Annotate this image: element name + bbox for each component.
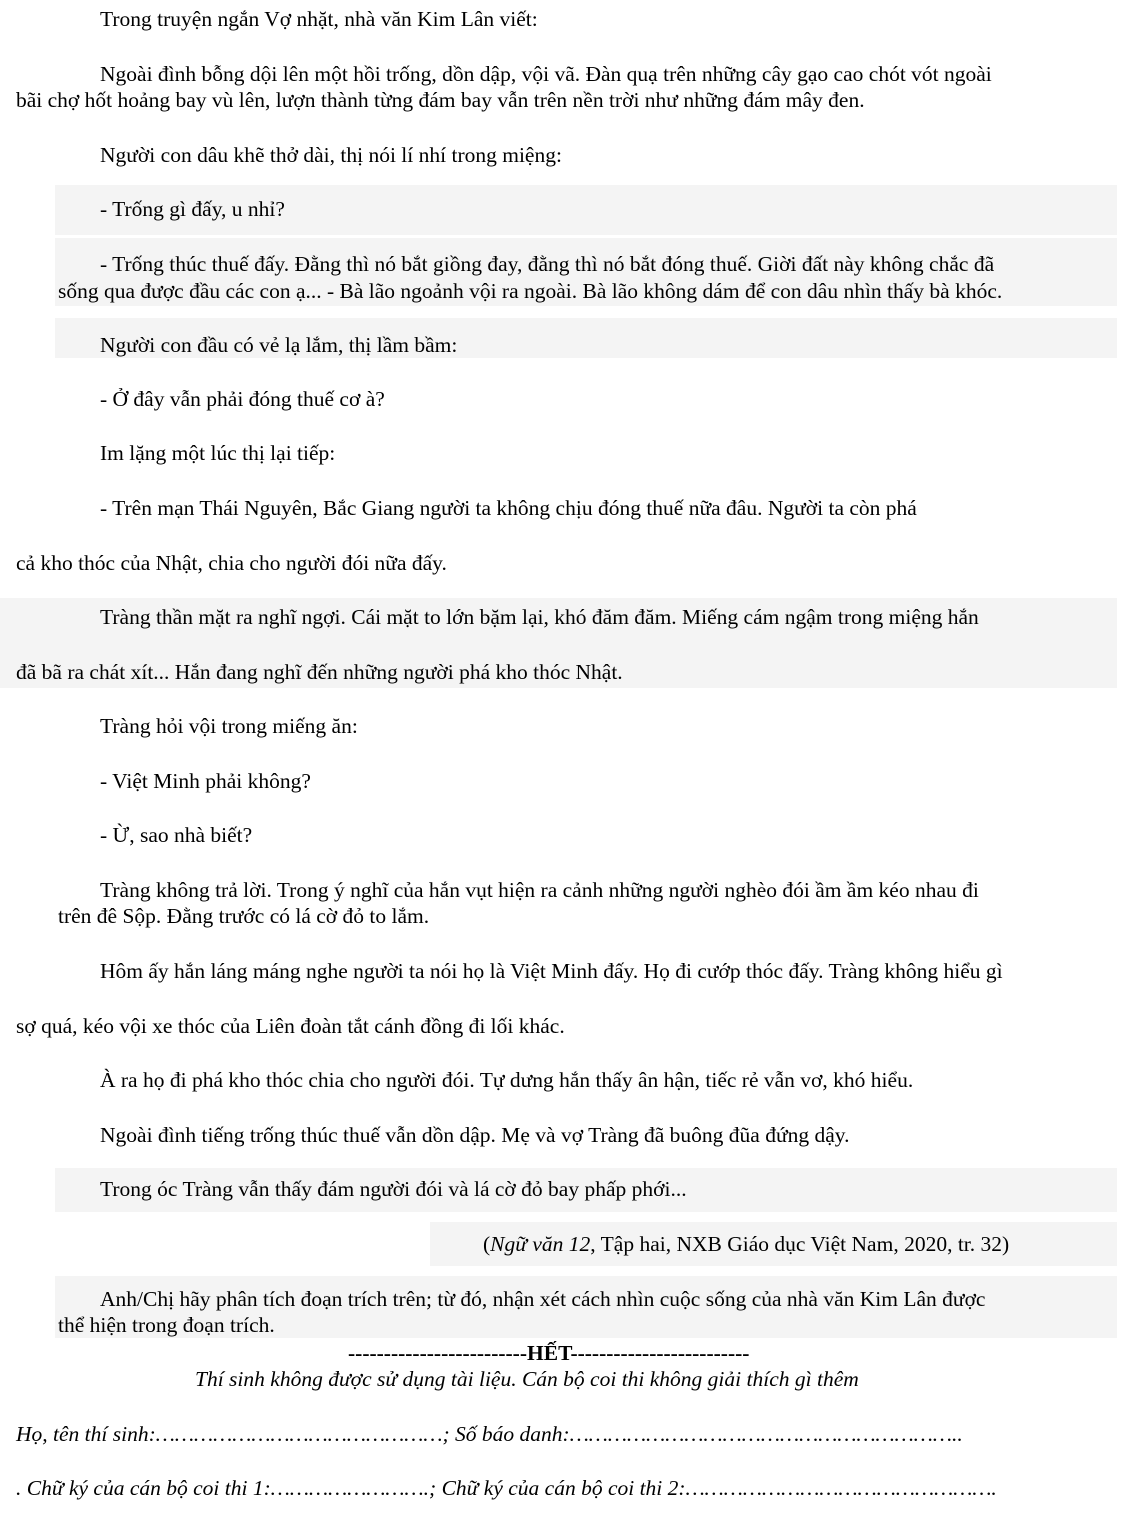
dialogue-line: - Việt Minh phải không?	[100, 769, 311, 793]
paragraph-line: À ra họ đi phá kho thóc chia cho người đói. Tự dưng hắn thấy ân hận, tiếc rẻ vẫn vơ, khó hiểu.	[100, 1068, 914, 1092]
paragraph-line: trên đê Sộp. Đằng trước có lá cờ đỏ to lắm.	[58, 904, 430, 928]
question-line: Anh/Chị hãy phân tích đoạn trích trên; từ đó, nhận xét cách nhìn cuộc sống của nhà văn Kim Lân được	[100, 1287, 986, 1311]
question-line: thể hiện trong đoạn trích.	[58, 1313, 275, 1337]
dialogue-line: - Ừ, sao nhà biết?	[100, 823, 253, 847]
source-book: Ngữ văn 12	[490, 1232, 591, 1256]
source-rest: , Tập hai, NXB Giáo dục Việt Nam, 2020, tr. 32)	[590, 1232, 1010, 1256]
dialogue-line: - Ở đây vẫn phải đóng thuế cơ à?	[100, 387, 385, 411]
paragraph-line: Tràng hỏi vội trong miếng ăn:	[100, 714, 358, 738]
end-word: HẾT	[527, 1341, 571, 1365]
exam-note: Thí sinh không được sử dụng tài liệu. Cán bộ coi thi không giải thích gì thêm	[195, 1367, 859, 1391]
intro-line: Trong truyện ngắn Vợ nhặt, nhà văn Kim Lân viết:	[100, 7, 538, 31]
dialogue-line: - Trống thúc thuế đấy. Đằng thì nó bắt giồng đay, đằng thì nó bắt đóng thuế. Giời đất này không chắc đã	[100, 252, 995, 276]
source-citation	[483, 1231, 1009, 1257]
candidate-info-line: Họ, tên thí sinh:………………………………………; Số báo danh:……………………………………………………..	[16, 1422, 963, 1446]
end-marker	[348, 1340, 749, 1366]
paragraph-line: bãi chợ hốt hoảng bay vù lên, lượn thành từng đám bay vẫn trên nền trời như những đám mây đen.	[16, 88, 865, 112]
dialogue-line: cả kho thóc của Nhật, chia cho người đói nữa đấy.	[16, 551, 447, 575]
dialogue-line: - Trên mạn Thái Nguyên, Bắc Giang người ta không chịu đóng thuế nữa đâu. Người ta còn phá	[100, 496, 917, 520]
paragraph-line: Người con đầu có vẻ lạ lắm, thị lầm bầm:	[100, 333, 458, 357]
end-dashes-left: -------------------------	[348, 1341, 527, 1365]
paragraph-line: Người con dâu khẽ thở dài, thị nói lí nhí trong miệng:	[100, 143, 562, 167]
paragraph-line: Ngoài đình bỗng dội lên một hồi trống, dồn dập, vội vã. Đàn quạ trên những cây gạo cao chót vót ngoài	[100, 62, 992, 86]
paragraph-line: Im lặng một lúc thị lại tiếp:	[100, 441, 336, 465]
dialogue-line: sống qua được đầu các con ạ... - Bà lão ngoảnh vội ra ngoài. Bà lão không dám để con dâu nhìn thấy bà khóc.	[58, 279, 1003, 303]
dialogue-line: - Trống gì đấy, u nhỉ?	[100, 197, 285, 221]
source-open: (	[483, 1232, 491, 1256]
paragraph-line: Tràng thần mặt ra nghĩ ngợi. Cái mặt to lớn bặm lại, khó đăm đăm. Miếng cám ngậm trong miệng hắn	[100, 605, 979, 629]
paragraph-line: Hôm ấy hắn láng máng nghe người ta nói họ là Việt Minh đấy. Họ đi cướp thóc đấy. Tràng không hiểu gì	[100, 959, 1003, 983]
paragraph-line: Ngoài đình tiếng trống thúc thuế vẫn dồn dập. Mẹ và vợ Tràng đã buông đũa đứng dậy.	[100, 1123, 850, 1147]
end-dashes-right: -------------------------	[570, 1341, 750, 1365]
paragraph-line: đã bã ra chát xít... Hắn đang nghĩ đến những người phá kho thóc Nhật.	[16, 660, 623, 684]
paragraph-line: Tràng không trả lời. Trong ý nghĩ của hắn vụt hiện ra cảnh những người nghèo đói ầm ầm kéo nhau đi	[100, 878, 979, 902]
proctor-signature-line: . Chữ ký của cán bộ coi thi 1:…………………….; Chữ ký của cán bộ coi thi 2:………………………………………….	[16, 1476, 997, 1500]
paragraph-line: sợ quá, kéo vội xe thóc của Liên đoàn tắt cánh đồng đi lối khác.	[16, 1014, 565, 1038]
paragraph-line: Trong óc Tràng vẫn thấy đám người đói và lá cờ đỏ bay phấp phới...	[100, 1177, 687, 1201]
